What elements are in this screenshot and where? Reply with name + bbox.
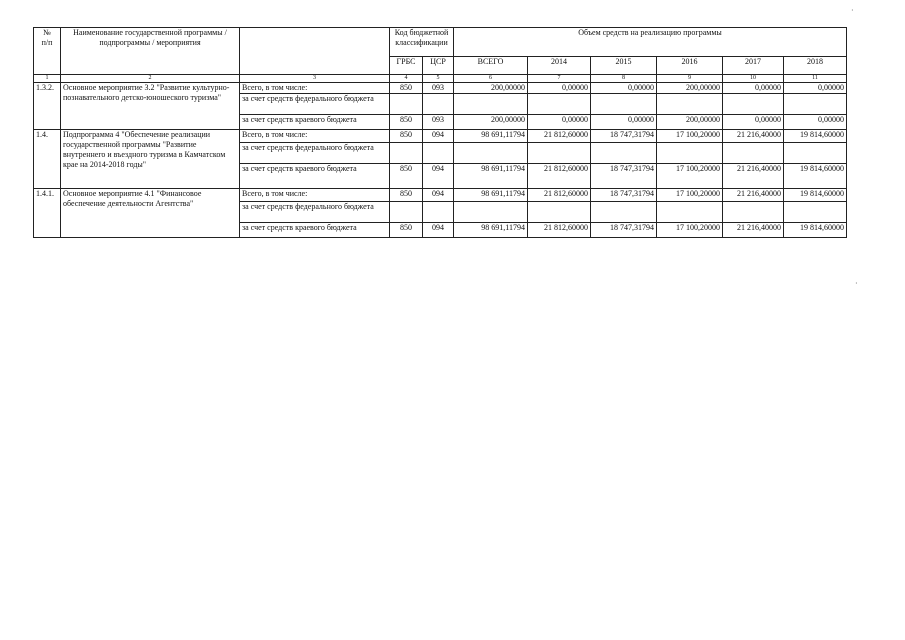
header-year: 2018 — [784, 57, 847, 75]
row-year-amount: 0,00000 — [591, 115, 657, 130]
row-grbs: 850 — [390, 115, 423, 130]
row-grbs: 850 — [390, 164, 423, 189]
row-year-amount: 19 814,60000 — [784, 130, 847, 143]
row-year-amount: 21 812,60000 — [528, 164, 591, 189]
row-total: 98 691,11794 — [454, 223, 528, 238]
row-year-amount — [528, 94, 591, 115]
row-year-amount — [657, 202, 723, 223]
row-year-amount: 17 100,20000 — [657, 189, 723, 202]
row-year-amount: 21 812,60000 — [528, 223, 591, 238]
header-code-group: Код бюджетной классификации — [390, 28, 454, 57]
row-year-amount — [723, 202, 784, 223]
row-year-amount — [723, 94, 784, 115]
row-total — [454, 143, 528, 164]
column-index: 1 — [34, 75, 61, 83]
row-year-amount — [591, 202, 657, 223]
row-year-amount: 0,00000 — [784, 83, 847, 94]
row-csr: 094 — [423, 164, 454, 189]
header-num: № п/п — [34, 28, 61, 75]
row-total — [454, 94, 528, 115]
row-year-amount: 21 216,40000 — [723, 164, 784, 189]
row-year-amount: 17 100,20000 — [657, 223, 723, 238]
row-grbs: 850 — [390, 189, 423, 202]
row-grbs: 850 — [390, 83, 423, 94]
row-source-label: за счет средств федерального бюджета — [240, 94, 390, 115]
column-index: 8 — [591, 75, 657, 83]
row-grbs — [390, 202, 423, 223]
row-year-amount — [784, 143, 847, 164]
row-source-label: за счет средств федерального бюджета — [240, 143, 390, 164]
row-year-amount: 17 100,20000 — [657, 130, 723, 143]
row-source-label: Всего, в том числе: — [240, 83, 390, 94]
column-index: 3 — [240, 75, 390, 83]
row-year-amount: 18 747,31794 — [591, 130, 657, 143]
scan-mark-bottom: · — [855, 279, 858, 288]
row-csr: 093 — [423, 83, 454, 94]
header-year: 2016 — [657, 57, 723, 75]
column-index: 9 — [657, 75, 723, 83]
row-csr — [423, 94, 454, 115]
scan-mark-top: · — [851, 6, 854, 15]
row-year-amount: 19 814,60000 — [784, 189, 847, 202]
header-grbs: ГРБС — [390, 57, 423, 75]
row-number: 1.3.2. — [34, 83, 61, 130]
row-year-amount: 18 747,31794 — [591, 189, 657, 202]
header-year: 2014 — [528, 57, 591, 75]
row-total: 98 691,11794 — [454, 130, 528, 143]
header-row-1 — [34, 28, 847, 57]
row-year-amount: 0,00000 — [528, 83, 591, 94]
row-year-amount — [784, 202, 847, 223]
row-year-amount: 0,00000 — [784, 115, 847, 130]
row-year-amount: 18 747,31794 — [591, 223, 657, 238]
header-csr: ЦСР — [423, 57, 454, 75]
header-empty-cell — [240, 28, 390, 75]
row-year-amount: 19 814,60000 — [784, 223, 847, 238]
row-year-amount: 0,00000 — [723, 115, 784, 130]
row-total: 98 691,11794 — [454, 164, 528, 189]
column-index: 6 — [454, 75, 528, 83]
row-year-amount: 19 814,60000 — [784, 164, 847, 189]
row-total — [454, 202, 528, 223]
row-year-amount — [723, 143, 784, 164]
row-source-label: Всего, в том числе: — [240, 130, 390, 143]
row-year-amount — [657, 94, 723, 115]
row-total: 200,00000 — [454, 83, 528, 94]
column-index: 5 — [423, 75, 454, 83]
column-index: 4 — [390, 75, 423, 83]
row-csr: 094 — [423, 189, 454, 202]
row-source-label: Всего, в том числе: — [240, 189, 390, 202]
row-year-amount: 0,00000 — [528, 115, 591, 130]
row-grbs: 850 — [390, 130, 423, 143]
row-year-amount: 200,00000 — [657, 83, 723, 94]
row-year-amount — [591, 94, 657, 115]
budget-table — [33, 27, 847, 238]
column-index: 10 — [723, 75, 784, 83]
row-grbs: 850 — [390, 223, 423, 238]
row-year-amount — [657, 143, 723, 164]
header-name: Наименование государственной программы / подпрограммы / мероприятия — [61, 28, 240, 75]
row-grbs — [390, 143, 423, 164]
row-total: 200,00000 — [454, 115, 528, 130]
column-index: 2 — [61, 75, 240, 83]
row-name: Основное мероприятие 3.2 "Развитие культурно-познавательного детско-юношеского туризма" — [61, 83, 240, 130]
row-year-amount: 21 216,40000 — [723, 189, 784, 202]
row-csr — [423, 143, 454, 164]
row-year-amount: 0,00000 — [591, 83, 657, 94]
row-source-label: за счет средств краевого бюджета — [240, 115, 390, 130]
column-index: 11 — [784, 75, 847, 83]
column-index: 7 — [528, 75, 591, 83]
header-year: 2017 — [723, 57, 784, 75]
table-row — [34, 130, 847, 143]
row-name: Подпрограмма 4 "Обеспечение реализации государственной программы "Развитие внутреннего и въездного туризма в Камчатском крае на 2014-2018 годы" — [61, 130, 240, 189]
row-year-amount: 21 812,60000 — [528, 130, 591, 143]
column-index-row — [34, 75, 847, 83]
row-csr: 093 — [423, 115, 454, 130]
row-year-amount: 21 216,40000 — [723, 130, 784, 143]
header-year: 2015 — [591, 57, 657, 75]
row-year-amount: 18 747,31794 — [591, 164, 657, 189]
row-name: Основное мероприятие 4.1 "Финансовое обеспечение деятельности Агентства" — [61, 189, 240, 238]
row-number: 1.4.1. — [34, 189, 61, 238]
row-year-amount: 21 216,40000 — [723, 223, 784, 238]
header-total: ВСЕГО — [454, 57, 528, 75]
row-year-amount: 17 100,20000 — [657, 164, 723, 189]
row-year-amount: 21 812,60000 — [528, 189, 591, 202]
row-year-amount: 200,00000 — [657, 115, 723, 130]
row-source-label: за счет средств федерального бюджета — [240, 202, 390, 223]
row-year-amount — [784, 94, 847, 115]
header-volume-group: Объем средств на реализацию программы — [454, 28, 847, 57]
row-year-amount — [591, 143, 657, 164]
table-row — [34, 189, 847, 202]
row-year-amount — [528, 143, 591, 164]
row-total: 98 691,11794 — [454, 189, 528, 202]
row-year-amount — [528, 202, 591, 223]
row-source-label: за счет средств краевого бюджета — [240, 164, 390, 189]
row-csr — [423, 202, 454, 223]
row-csr: 094 — [423, 130, 454, 143]
row-source-label: за счет средств краевого бюджета — [240, 223, 390, 238]
row-number: 1.4. — [34, 130, 61, 189]
row-year-amount: 0,00000 — [723, 83, 784, 94]
row-grbs — [390, 94, 423, 115]
row-csr: 094 — [423, 223, 454, 238]
table-row — [34, 83, 847, 94]
